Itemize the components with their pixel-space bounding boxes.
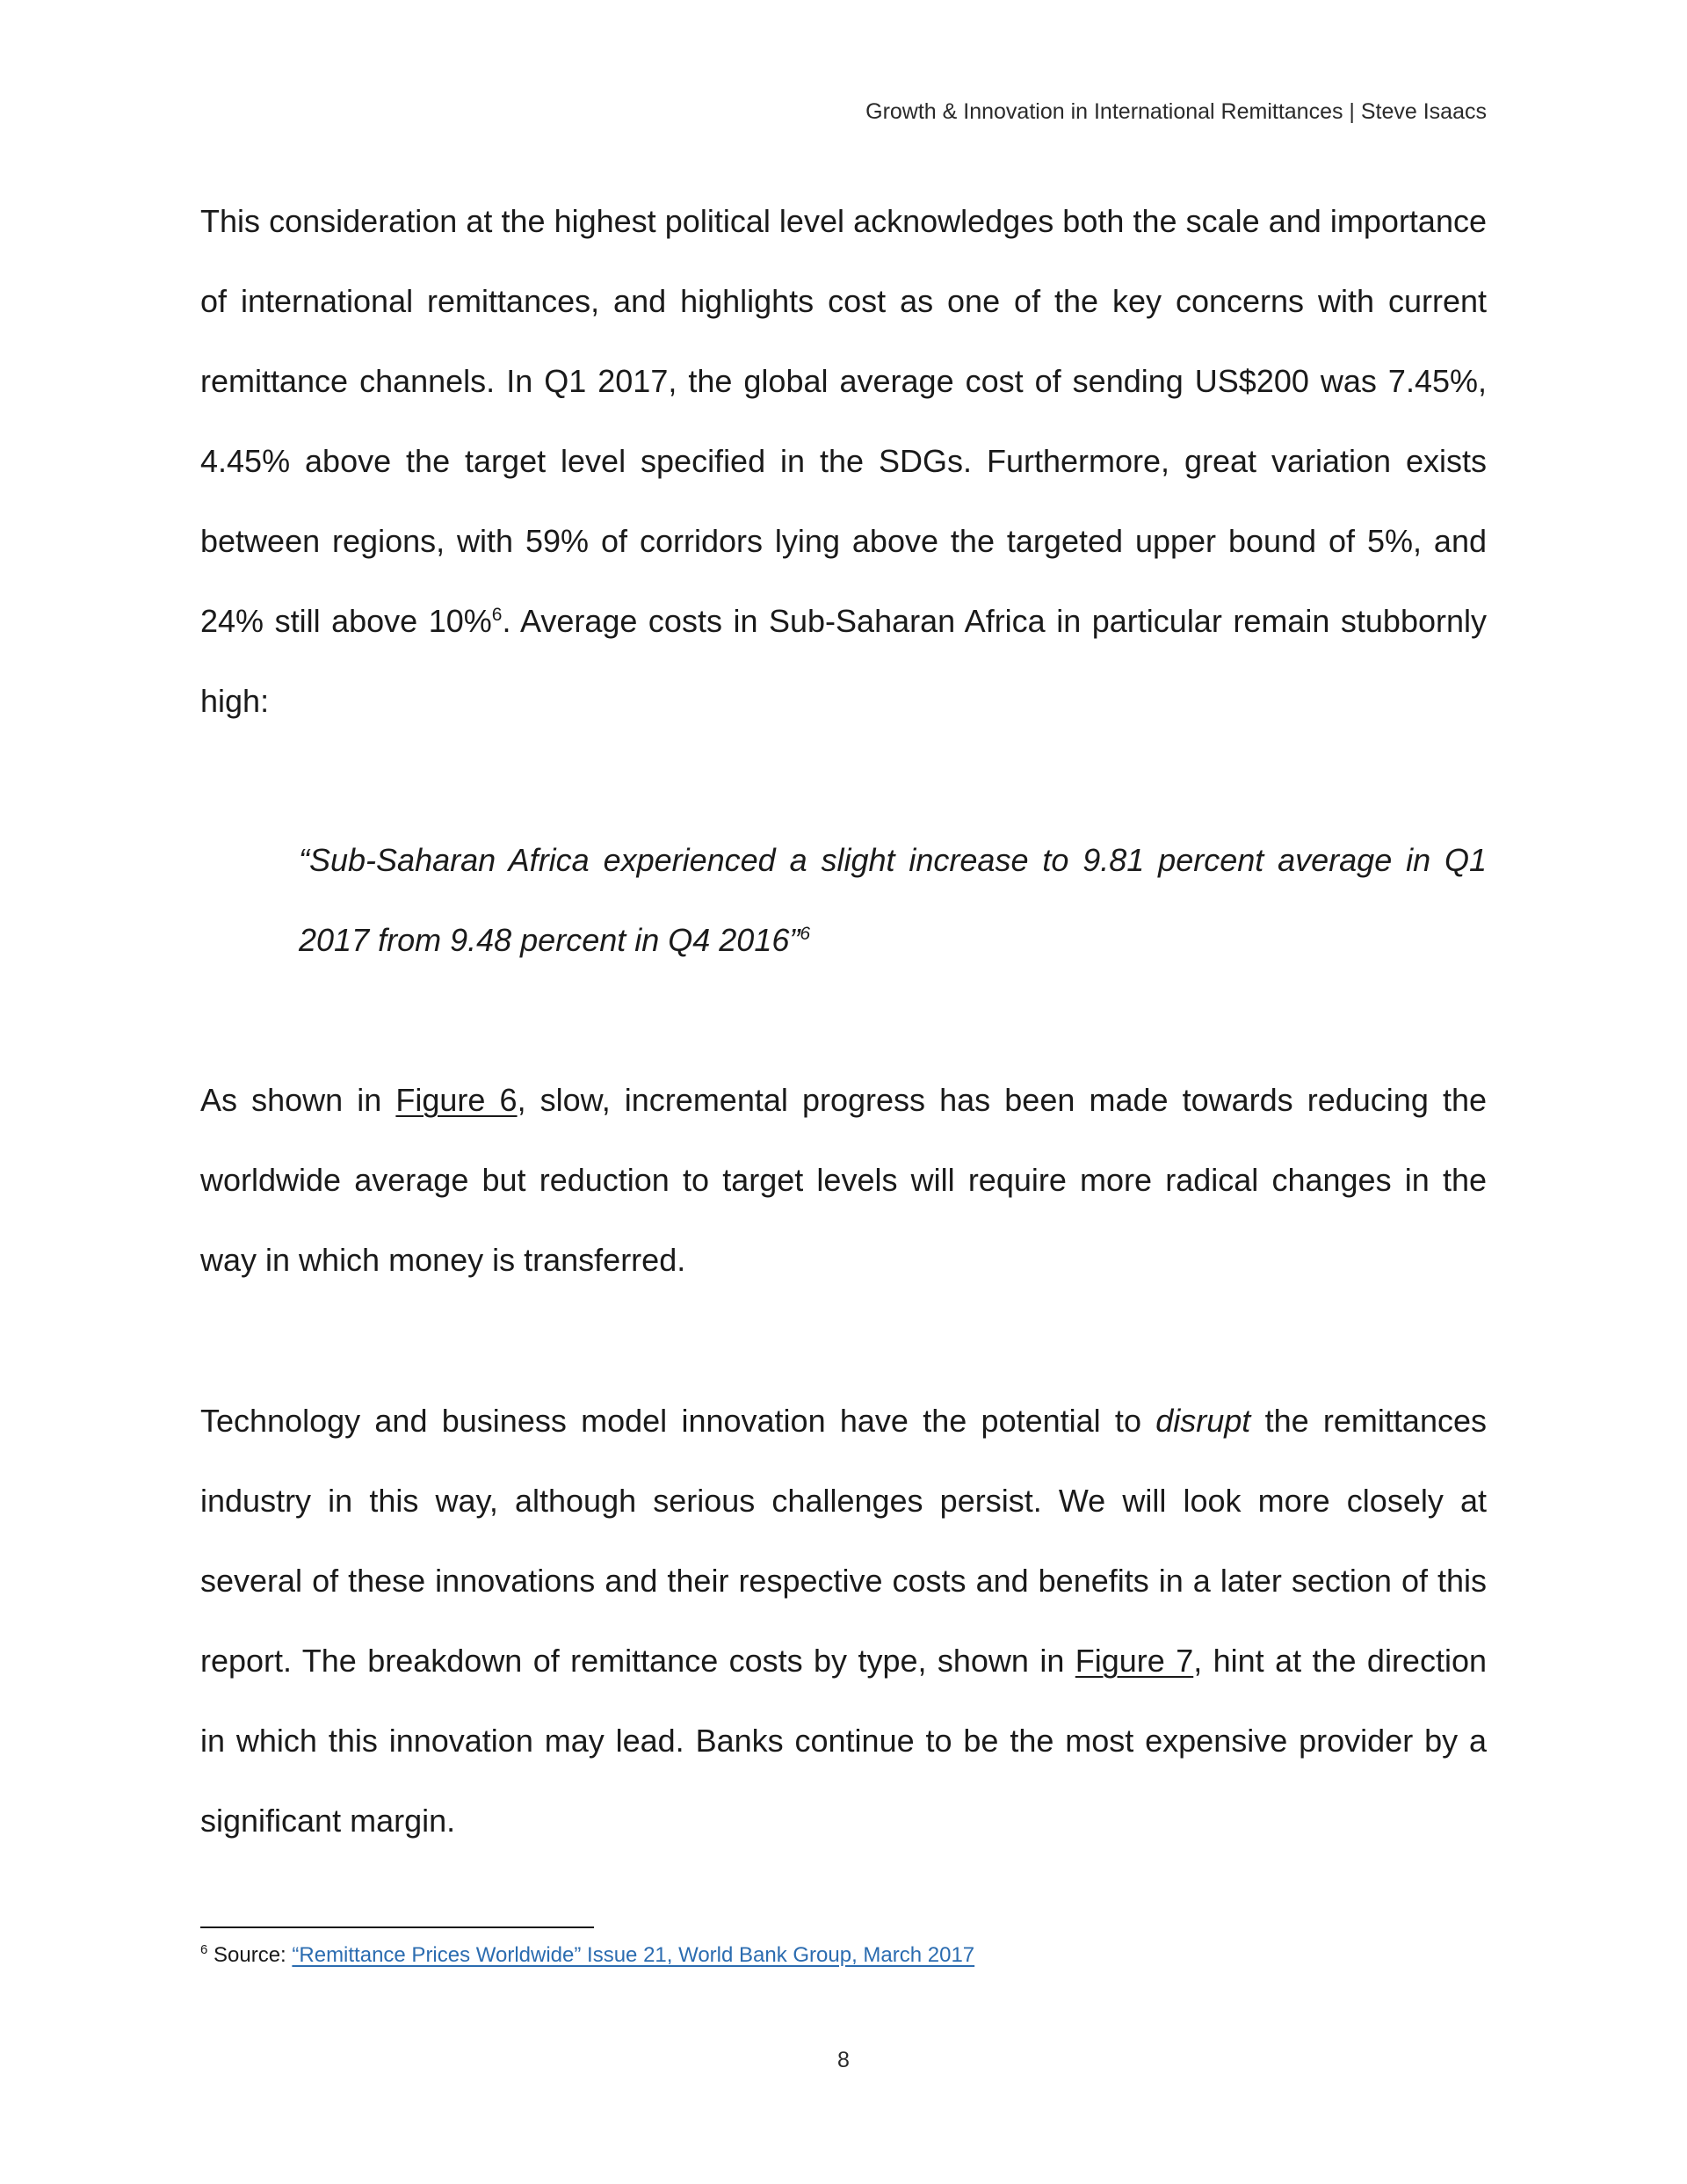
paragraph-3-after: , hint at the direction in which this innovation may lead. Banks continue to be the most expensive provider by a significant margin.	[200, 1643, 1487, 1839]
paragraph-1-text-after: . Average costs in Sub-Saharan Africa in particular remain stubbornly high:	[200, 603, 1487, 719]
paragraph-3-emphasis: disrupt	[1155, 1403, 1251, 1439]
paragraph-2	[200, 1060, 1487, 1300]
paragraph-1-text: This consideration at the highest political level acknowledges both the scale and importance of international remittances, and highlights cost as one of the key concerns with current remittance channels. In Q1 2017, the global average cost of sending US$200 was 7.45%, 4.45% above the target level specified in the SDGs. Furthermore, great variation exists between regions, with 59% of corridors lying above the targeted upper bound of 5%, and 24% still above 10%	[200, 203, 1487, 639]
footnote-divider	[200, 1926, 594, 1928]
block-quote-text: “Sub-Saharan Africa experienced a slight increase to 9.81 percent average in Q1 2017 from 9.48 percent in Q4 2016”	[299, 842, 1487, 958]
footnote-6	[200, 1943, 974, 1968]
paragraph-3-before: Technology and business model innovation have the potential to	[200, 1403, 1156, 1439]
paragraph-2-before: As shown in	[200, 1082, 396, 1118]
footnote-label: Source:	[207, 1943, 293, 1967]
paragraph-3	[200, 1381, 1487, 1861]
figure-6-link[interactable]: Figure 6	[395, 1082, 518, 1118]
paragraph-1	[200, 181, 1487, 741]
paragraph-3-middle: the remittances industry in this way, although serious challenges persist. We will look more closely at several of these innovations and their respective costs and benefits in a later section of this report. The breakdown of remittance costs by type, shown in	[200, 1403, 1487, 1679]
block-quote	[299, 820, 1487, 980]
figure-7-link[interactable]: Figure 7	[1075, 1643, 1194, 1679]
footnote-ref-6[interactable]: 6	[491, 605, 503, 625]
running-header: Growth & Innovation in International Remittances | Steve Isaacs	[865, 99, 1487, 124]
page-number: 8	[837, 2048, 850, 2072]
quote-footnote-ref-6[interactable]: 6	[800, 924, 811, 944]
paragraph-2-after: , slow, incremental progress has been made towards reducing the worldwide average but reduction to target levels will require more radical changes in the way in which money is transferred.	[200, 1082, 1487, 1278]
footnote-source-link[interactable]: “Remittance Prices Worldwide” Issue 21, World Bank Group, March 2017	[292, 1943, 975, 1967]
footnote-number: 6	[200, 1942, 208, 1957]
